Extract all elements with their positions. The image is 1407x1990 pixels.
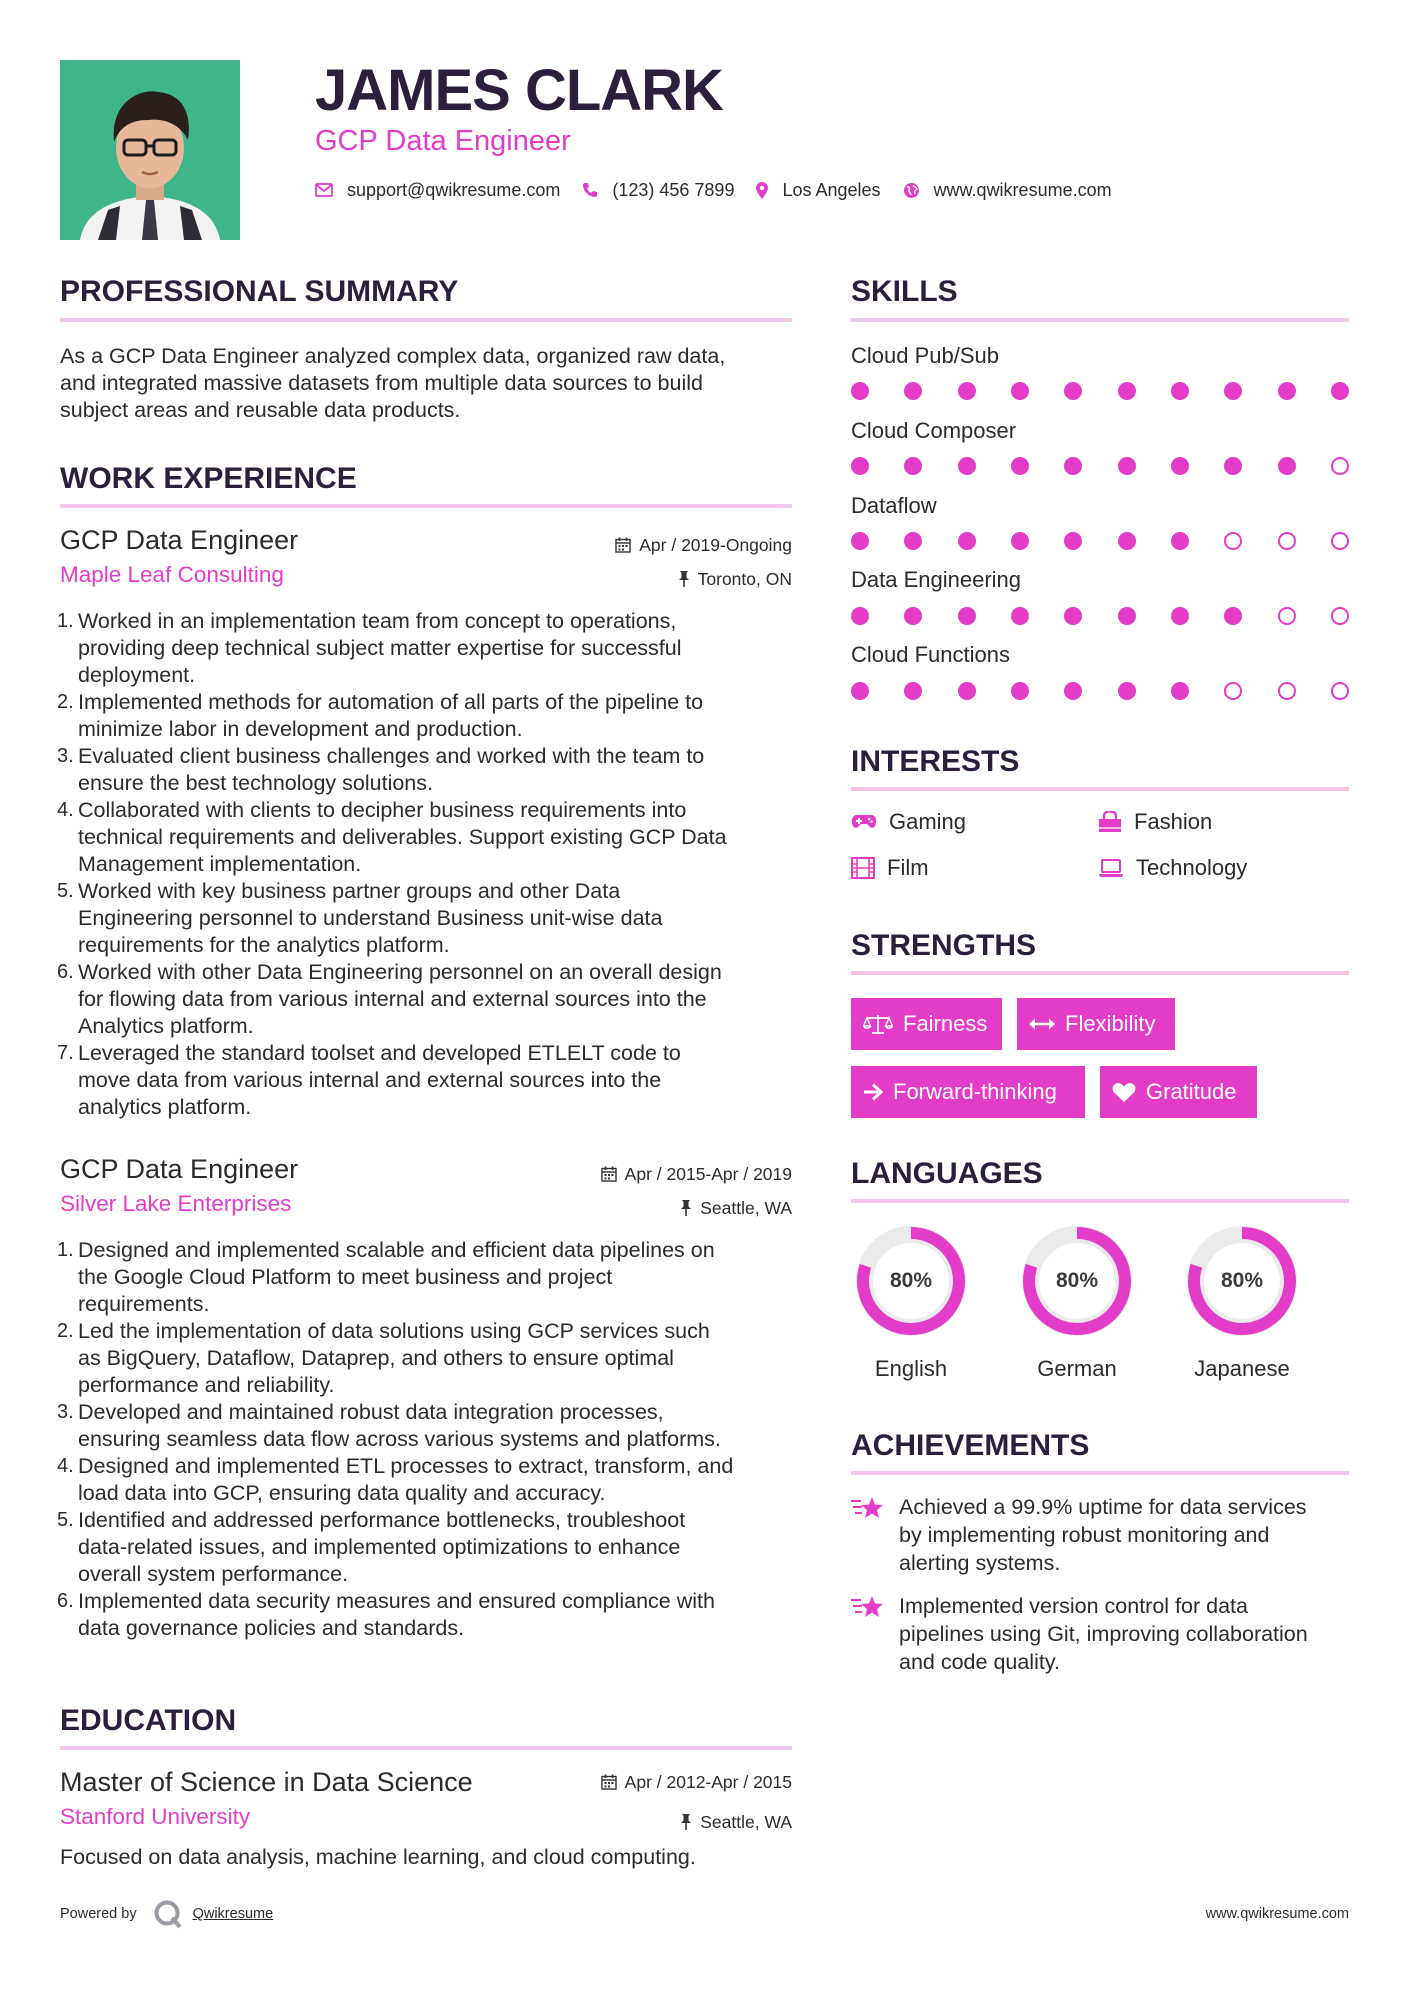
qwikresume-logo-icon — [153, 1899, 183, 1929]
shooting-star-icon — [851, 1594, 885, 1620]
achievement-line: alerting systems. — [899, 1551, 1061, 1575]
job-location — [678, 568, 792, 590]
achievements-heading: ACHIEVEMENTS — [851, 1429, 1090, 1462]
skill-dot-filled — [1331, 382, 1349, 400]
pushpin-icon — [680, 1200, 692, 1216]
list-line: ensure the best technology solutions. — [78, 771, 433, 795]
skill-dot-filled — [1118, 382, 1136, 400]
skill-dot-filled — [1011, 457, 1029, 475]
interest-label: Gaming — [889, 809, 967, 834]
list-item — [57, 1507, 800, 1588]
list-line: as BigQuery, Dataflow, Dataprep, and others to ensure optimal — [78, 1346, 674, 1370]
shooting-star-icon — [851, 1495, 885, 1521]
interest-item — [1098, 854, 1247, 882]
skill-dot-filled — [958, 682, 976, 700]
skill-dot-empty — [1331, 607, 1349, 625]
skill-dot-filled — [851, 607, 869, 625]
skill-dot-filled — [1011, 607, 1029, 625]
list-line: Worked in an implementation team from concept to operations, — [78, 609, 677, 633]
summary-line: and integrated massive datasets from multiple data sources to build — [60, 371, 703, 395]
language-percent: 80% — [889, 1269, 933, 1292]
list-line: Led the implementation of data solutions using GCP services such — [78, 1319, 710, 1343]
list-item — [57, 1453, 800, 1507]
job-date — [601, 1163, 792, 1185]
interests-divider — [851, 787, 1349, 791]
skills-heading: SKILLS — [851, 275, 958, 308]
list-number: 5. — [57, 1509, 74, 1531]
list-item — [57, 878, 800, 959]
language-name: Japanese — [1194, 1356, 1290, 1381]
list-item — [57, 1318, 800, 1399]
skill-dot-empty — [1331, 532, 1349, 550]
list-line: for flowing data from various internal and external sources into the — [78, 987, 707, 1011]
job-location-text: Seattle, WA — [700, 1198, 792, 1218]
list-item — [57, 1237, 800, 1318]
job-company: Maple Leaf Consulting — [60, 562, 284, 587]
list-number: 2. — [57, 1320, 74, 1342]
list-line: ensuring seamless data flow across various systems and platforms. — [78, 1427, 721, 1451]
film-icon — [851, 857, 875, 879]
list-line: Implemented data security measures and ensured compliance with — [78, 1589, 715, 1613]
pushpin-icon — [678, 571, 690, 587]
interest-item — [1098, 808, 1212, 836]
list-number: 4. — [57, 1455, 74, 1477]
brand-link[interactable]: Qwikresume — [192, 1906, 274, 1922]
list-line: analytics platform. — [78, 1095, 252, 1119]
list-number: 3. — [57, 1401, 74, 1423]
language-percent: 80% — [1055, 1269, 1099, 1292]
balance-scale-icon — [863, 1014, 893, 1034]
achievement-line: Achieved a 99.9% uptime for data services — [899, 1495, 1307, 1519]
job-date-text: Apr / 2015-Apr / 2019 — [624, 1164, 792, 1184]
skill-name: Cloud Pub/Sub — [851, 343, 999, 368]
strengths-heading: STRENGTHS — [851, 929, 1037, 962]
shopping-bag-icon — [1098, 811, 1122, 833]
list-line: the Google Cloud Platform to meet business and project — [78, 1265, 613, 1289]
language-name: English — [874, 1356, 948, 1381]
list-line: Analytics platform. — [78, 1014, 254, 1038]
education-date — [601, 1771, 792, 1793]
interest-item — [851, 854, 929, 882]
education-divider — [60, 1746, 792, 1750]
list-line: requirements. — [78, 1292, 210, 1316]
skill-dot-filled — [851, 382, 869, 400]
strength-label: Forward-thinking — [893, 1079, 1057, 1104]
skill-dot-filled — [1118, 682, 1136, 700]
skill-rating — [851, 455, 1349, 477]
list-item — [57, 1040, 800, 1121]
achievement-line: and code quality. — [899, 1650, 1060, 1674]
education-entry — [60, 1762, 792, 1882]
job-company: Silver Lake Enterprises — [60, 1191, 292, 1216]
list-line: Implemented methods for automation of all parts of the pipeline to — [78, 690, 704, 714]
calendar-icon — [615, 537, 631, 553]
list-line: Leveraged the standard toolset and developed ETLELT code to — [78, 1041, 681, 1065]
skill-dot-filled — [1064, 457, 1082, 475]
phone-icon — [582, 182, 598, 198]
skill-dot-filled — [1171, 532, 1189, 550]
list-number: 7. — [57, 1042, 74, 1064]
skill-dot-filled — [1278, 382, 1296, 400]
laptop-icon — [1098, 858, 1124, 878]
education-description: Focused on data analysis, machine learning, and cloud computing. — [60, 1845, 696, 1869]
list-item — [57, 1399, 800, 1453]
website-text: www.qwikresume.com — [933, 180, 1112, 200]
footer-website-link[interactable]: www.qwikresume.com — [1205, 1906, 1349, 1922]
list-line: Worked with key business partner groups and other Data — [78, 879, 621, 903]
job-title: GCP Data Engineer — [60, 1154, 299, 1184]
globe-icon — [903, 182, 920, 199]
list-number: 5. — [57, 880, 74, 902]
skill-dot-filled — [1011, 382, 1029, 400]
summary-line: subject areas and reusable data products. — [60, 398, 461, 422]
job-location-text: Toronto, ON — [697, 569, 792, 589]
list-line: move data from various internal and external sources into the — [78, 1068, 662, 1092]
achievement-text — [899, 1592, 1308, 1676]
strength-label: Flexibility — [1065, 1011, 1156, 1036]
contact-location — [756, 178, 880, 202]
skill-name: Dataflow — [851, 493, 937, 518]
summary-text — [60, 343, 800, 424]
heart-icon — [1112, 1082, 1136, 1103]
skill-dot-filled — [1011, 532, 1029, 550]
skill-dot-filled — [851, 532, 869, 550]
contact-website[interactable] — [903, 178, 1112, 202]
gamepad-icon — [851, 814, 877, 830]
degree-title: Master of Science in Data Science — [60, 1767, 473, 1797]
skill-dot-filled — [851, 457, 869, 475]
skill-dot-filled — [904, 457, 922, 475]
achievement-line: Implemented version control for data — [899, 1594, 1248, 1618]
job-entry — [57, 520, 792, 1120]
list-item — [57, 743, 800, 797]
skill-dot-filled — [1171, 382, 1189, 400]
list-line: Designed and implemented ETL processes to extract, transform, and — [78, 1454, 734, 1478]
skill-dot-filled — [904, 532, 922, 550]
skill-dot-filled — [1171, 607, 1189, 625]
envelope-icon — [315, 183, 333, 197]
language-percent: 80% — [1220, 1269, 1264, 1292]
list-line: data-related issues, and implemented optimizations to enhance — [78, 1535, 681, 1559]
contact-email[interactable] — [315, 178, 560, 202]
work-heading: WORK EXPERIENCE — [60, 462, 357, 495]
summary-divider — [60, 318, 792, 322]
list-item — [57, 689, 800, 743]
skill-dot-filled — [1118, 532, 1136, 550]
person-portrait-icon — [60, 60, 240, 240]
list-line: deployment. — [78, 663, 196, 687]
achievements-divider — [851, 1471, 1349, 1475]
achievement-line: pipelines using Git, improving collaboration — [899, 1622, 1308, 1646]
list-item — [57, 797, 800, 878]
achievement-line: by implementing robust monitoring and — [899, 1523, 1270, 1547]
list-line: Identified and addressed performance bottlenecks, troubleshoot — [78, 1508, 686, 1532]
school-name: Stanford University — [60, 1804, 251, 1829]
arrows-horizontal-icon — [1029, 1017, 1055, 1031]
skill-dot-filled — [1064, 532, 1082, 550]
language-progress-ring — [849, 1219, 973, 1343]
strength-tag — [851, 1066, 1085, 1118]
list-line: technical requirements and deliverables. Support existing GCP Data — [78, 825, 727, 849]
powered-by-label: Powered by — [60, 1906, 137, 1922]
footer-powered-by — [60, 1899, 273, 1929]
list-number: 1. — [57, 1239, 74, 1261]
profile-photo — [60, 60, 240, 240]
list-line: minimize labor in development and production. — [78, 717, 523, 741]
skill-dot-filled — [904, 682, 922, 700]
skill-name: Cloud Composer — [851, 418, 1017, 443]
job-date — [615, 534, 792, 556]
interest-label: Film — [887, 855, 929, 880]
list-line: data governance policies and standards. — [78, 1616, 465, 1640]
arrow-right-icon — [863, 1083, 883, 1101]
skill-dot-filled — [1278, 457, 1296, 475]
list-item — [57, 1588, 800, 1642]
list-line: overall system performance. — [78, 1562, 349, 1586]
list-line: Evaluated client business challenges and worked with the team to — [78, 744, 705, 768]
pushpin-icon — [680, 1814, 692, 1830]
interest-item — [851, 808, 966, 836]
email-text: support@qwikresume.com — [347, 180, 561, 200]
skill-dot-filled — [1118, 457, 1136, 475]
skill-dot-filled — [1064, 682, 1082, 700]
skill-dot-filled — [1064, 382, 1082, 400]
list-number: 6. — [57, 1590, 74, 1612]
skill-dot-empty — [1224, 532, 1242, 550]
work-divider — [60, 504, 792, 508]
skill-dot-empty — [1278, 682, 1296, 700]
job-title: GCP Data Engineer — [60, 525, 299, 555]
list-line: Designed and implemented scalable and efficient data pipelines on — [78, 1238, 715, 1262]
map-pin-icon — [756, 182, 768, 199]
skills-divider — [851, 318, 1349, 322]
job-location — [680, 1197, 792, 1219]
skill-name: Cloud Functions — [851, 642, 1010, 667]
skill-name: Data Engineering — [851, 567, 1022, 592]
skill-dot-filled — [904, 382, 922, 400]
strength-tag — [1017, 998, 1175, 1050]
location-text: Los Angeles — [782, 180, 881, 200]
interests-heading: INTERESTS — [851, 745, 1020, 778]
list-line: load data into GCP, ensuring data quality and accuracy. — [78, 1481, 606, 1505]
contact-bar — [315, 178, 1134, 202]
education-location — [680, 1811, 792, 1833]
skill-dot-filled — [1224, 382, 1242, 400]
job-bullet-list — [57, 608, 800, 1121]
skill-dot-filled — [851, 682, 869, 700]
phone-text: (123) 456 7899 — [612, 180, 735, 200]
list-number: 6. — [57, 961, 74, 983]
skill-dot-filled — [1171, 682, 1189, 700]
skill-rating — [851, 380, 1349, 402]
language-item — [1015, 1219, 1139, 1383]
skill-dot-empty — [1278, 532, 1296, 550]
list-line: Worked with other Data Engineering personnel on an overall design — [78, 960, 722, 984]
languages-heading: LANGUAGES — [851, 1157, 1043, 1190]
list-number: 1. — [57, 610, 74, 632]
strengths-divider — [851, 971, 1349, 975]
calendar-icon — [601, 1166, 617, 1182]
language-item — [1180, 1219, 1304, 1383]
list-number: 4. — [57, 799, 74, 821]
education-location-text: Seattle, WA — [700, 1812, 792, 1832]
candidate-name: JAMES CLARK — [315, 58, 723, 123]
candidate-role: GCP Data Engineer — [315, 125, 571, 157]
list-line: Management implementation. — [78, 852, 362, 876]
list-line: Collaborated with clients to decipher business requirements into — [78, 798, 687, 822]
strength-tag — [1100, 1066, 1257, 1118]
strength-tag — [851, 998, 1002, 1050]
job-bullet-list — [57, 1237, 800, 1642]
skill-dot-empty — [1331, 457, 1349, 475]
list-line: Engineering personnel to understand Business unit-wise data — [78, 906, 663, 930]
list-item — [57, 959, 800, 1040]
skill-dot-empty — [1224, 682, 1242, 700]
language-item — [849, 1219, 973, 1383]
skill-dot-filled — [1118, 607, 1136, 625]
skill-dot-filled — [1171, 457, 1189, 475]
skill-rating — [851, 680, 1349, 702]
achievement-item — [851, 1592, 1351, 1676]
summary-line: As a GCP Data Engineer analyzed complex data, organized raw data, — [60, 344, 726, 368]
skill-dot-filled — [1011, 682, 1029, 700]
skill-dot-filled — [958, 457, 976, 475]
skill-dot-filled — [904, 607, 922, 625]
skill-dot-filled — [1064, 607, 1082, 625]
language-progress-ring — [1015, 1219, 1139, 1343]
achievement-text — [899, 1493, 1307, 1577]
language-progress-ring — [1180, 1219, 1304, 1343]
skill-rating — [851, 605, 1349, 627]
calendar-icon — [601, 1774, 617, 1790]
list-line: Developed and maintained robust data integration processes, — [78, 1400, 664, 1424]
achievement-item — [851, 1493, 1351, 1577]
strength-label: Gratitude — [1146, 1079, 1237, 1104]
list-number: 2. — [57, 691, 74, 713]
list-line: performance and reliability. — [78, 1373, 335, 1397]
skill-dot-filled — [958, 607, 976, 625]
job-date-text: Apr / 2019-Ongoing — [639, 535, 792, 555]
languages-divider — [851, 1199, 1349, 1203]
strength-label: Fairness — [903, 1011, 988, 1036]
interest-label: Technology — [1136, 855, 1248, 880]
education-date-text: Apr / 2012-Apr / 2015 — [624, 1772, 792, 1792]
contact-phone[interactable] — [582, 178, 734, 202]
skill-dot-filled — [1224, 607, 1242, 625]
skill-dot-empty — [1278, 607, 1296, 625]
interest-label: Fashion — [1134, 809, 1213, 834]
list-line: requirements for the analytics platform. — [78, 933, 450, 957]
skill-dot-filled — [958, 532, 976, 550]
skill-dot-filled — [1224, 457, 1242, 475]
summary-heading: PROFESSIONAL SUMMARY — [60, 275, 459, 308]
language-name: German — [1037, 1356, 1117, 1381]
skill-rating — [851, 530, 1349, 552]
skill-dot-empty — [1331, 682, 1349, 700]
education-heading: EDUCATION — [60, 1704, 237, 1737]
list-line: providing deep technical subject matter expertise for successful — [78, 636, 682, 660]
job-entry — [57, 1149, 792, 1659]
skill-dot-filled — [958, 382, 976, 400]
list-item — [57, 608, 800, 689]
list-number: 3. — [57, 745, 74, 767]
